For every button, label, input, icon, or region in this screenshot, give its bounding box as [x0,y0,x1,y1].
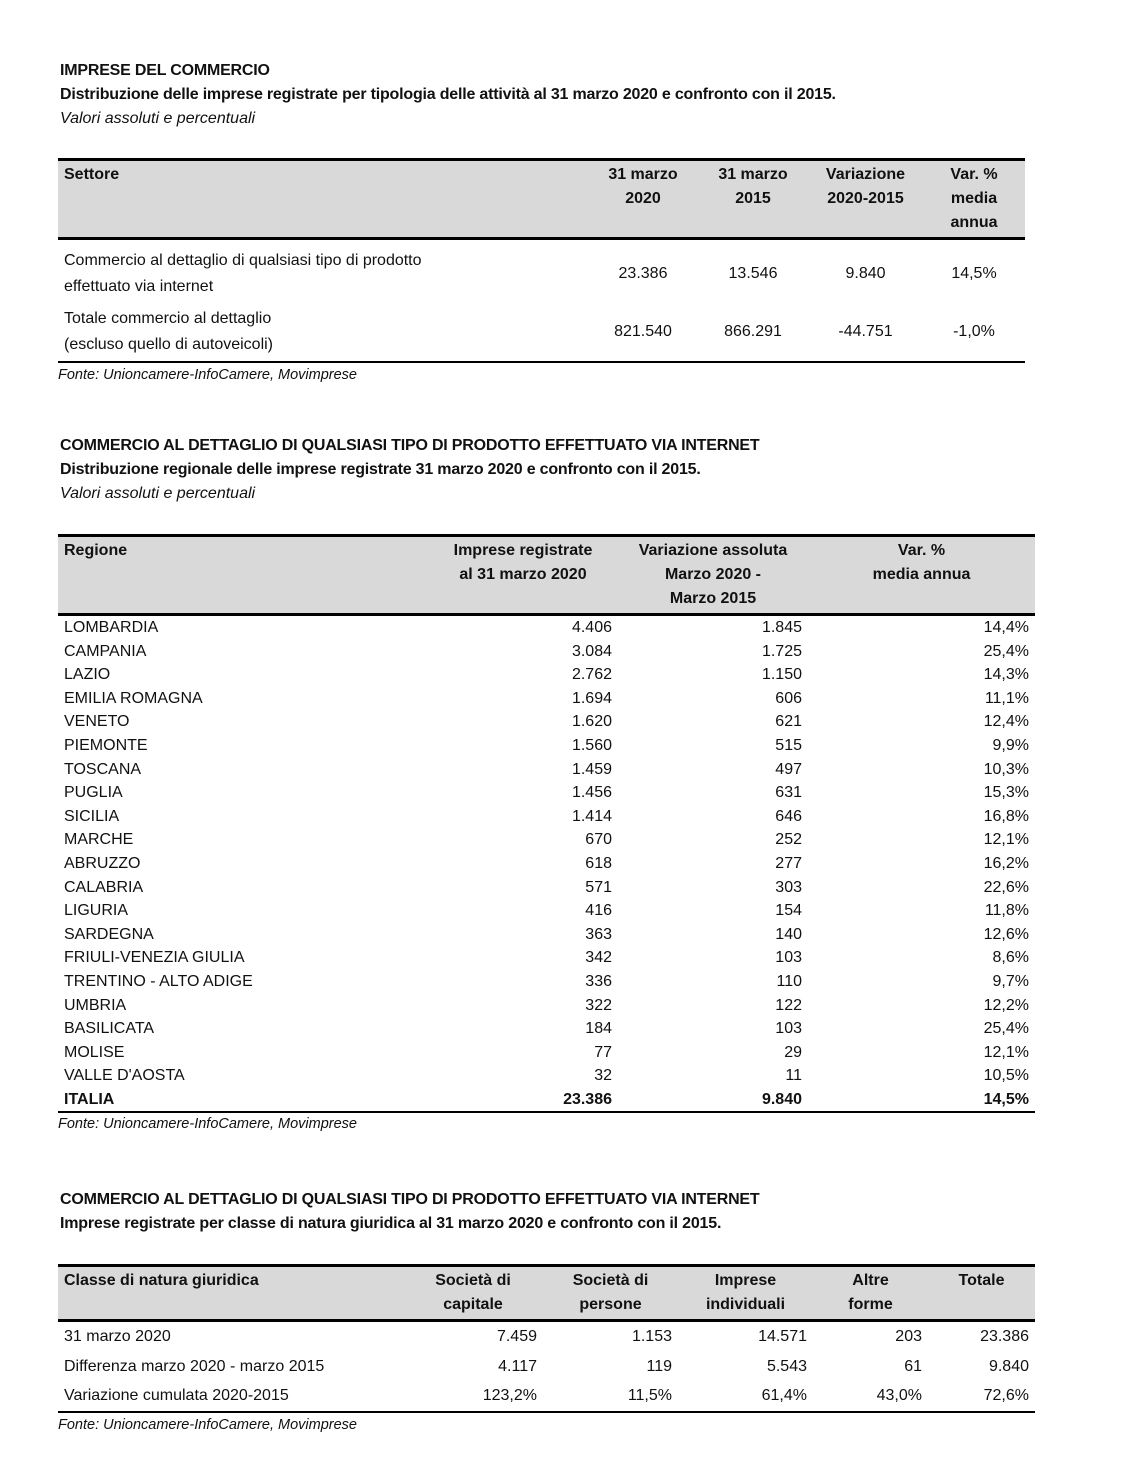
cell-var-pct: 12,4% [983,713,1029,731]
cell-regione: SARDEGNA [64,925,154,943]
cell-2015: 866.291 [724,323,782,340]
cell-var-pct: 11,8% [984,902,1029,920]
cell-regione: EMILIA ROMAGNA [64,689,203,707]
cell-individuali: 14.571 [758,1328,807,1345]
table-row [58,239,1025,304]
cell-regione: TOSCANA [64,760,142,778]
cell-variazione: 11 [785,1067,802,1085]
cell-variazione: 621 [775,713,802,731]
cell-imprese: 184 [585,1020,612,1038]
cell-var-pct: 11,1% [984,689,1029,707]
cell-2015: 13.546 [728,265,778,282]
cell-classe: Differenza marzo 2020 - marzo 2015 [64,1357,325,1375]
cell-altre: 61 [904,1357,922,1375]
cell-altre: 43,0% [876,1387,922,1404]
cell-variazione: 9.840 [761,1090,802,1108]
cell-variazione: 9.840 [845,265,886,282]
table-natura-giuridica [58,1264,1035,1413]
table-natura-wrapper [58,1264,1035,1435]
col-header-2020: 31 marzo 2020 [588,160,698,239]
cell-variazione: 154 [775,902,802,920]
cell-imprese: 1.414 [571,807,612,825]
cell-var-pct: 12,1% [983,1043,1029,1061]
table-row [58,828,1035,852]
cell-imprese: 1.456 [571,784,612,802]
cell-imprese: 571 [585,878,612,896]
cell-variazione: 140 [775,925,802,943]
cell-imprese: 1.560 [571,736,612,754]
table-row [58,994,1035,1018]
table-row [58,303,1025,362]
col-header-altre: Altre forme [813,1266,928,1321]
table-row [58,970,1035,994]
cell-var-pct: 16,8% [983,807,1029,825]
cell-var-pct: 14,4% [983,619,1029,636]
section-subtitle: Imprese registrate per classe di natura giuridica al 31 marzo 2020 e confronto con il 2015. [60,1215,722,1232]
cell-variazione: 631 [775,784,802,802]
table-row [58,1041,1035,1065]
table-header-row [58,1266,1035,1321]
cell-variazione: 103 [775,949,802,967]
section-note: Valori assoluti e percentuali [60,485,256,502]
cell-variazione: 606 [775,689,802,707]
cell-imprese: 1.620 [571,713,612,731]
col-header-regione: Regione [58,536,428,615]
cell-classe: 31 marzo 2020 [64,1328,171,1345]
cell-persone: 11,5% [627,1387,672,1404]
cell-var-pct: 25,4% [983,1020,1029,1038]
cell-regione: SICILIA [64,807,120,825]
col-header-variazione: Variazione assoluta Marzo 2020 - Marzo 2015 [618,536,808,615]
table-row [58,1064,1035,1088]
table-row [58,615,1035,640]
table-row [58,805,1035,829]
table-row [58,1352,1035,1382]
section-note: Valori assoluti e percentuali [60,110,256,127]
table-row [58,687,1035,711]
cell-persone: 1.153 [631,1328,672,1345]
section-title: COMMERCIO AL DETTAGLIO DI QUALSIASI TIPO DI PRODOTTO EFFETTUATO VIA INTERNET [60,1191,760,1208]
table-row [58,1017,1035,1041]
cell-totale: 23.386 [980,1328,1029,1345]
cell-var-pct: 8,6% [992,949,1029,967]
cell-regione: MOLISE [64,1043,125,1061]
section-title: COMMERCIO AL DETTAGLIO DI QUALSIASI TIPO DI PRODOTTO EFFETTUATO VIA INTERNET [60,437,760,454]
cell-regione: UMBRIA [64,996,127,1014]
cell-variazione: 29 [784,1043,802,1061]
section-subtitle: Distribuzione delle imprese registrate per tipologia delle attività al 31 marzo 2020 e confronto con il 2015. [60,86,836,103]
cell-var-pct: 22,6% [983,878,1029,896]
cell-individuali: 5.543 [766,1357,807,1375]
cell-imprese: 416 [585,902,612,920]
cell-settore: Commercio al dettaglio di qualsiasi tipo di prodotto effettuato via internet [64,252,422,295]
col-header-var-pct: Var. % media annua [808,536,1035,615]
col-header-individuali: Imprese individuali [678,1266,813,1321]
cell-altre: 203 [895,1328,922,1345]
cell-regione: LIGURIA [64,902,129,920]
cell-imprese: 342 [585,949,612,967]
table-source: Fonte: Unioncamere-InfoCamere, Movimprese [58,1116,357,1133]
cell-regione: MARCHE [64,831,134,849]
col-header-totale: Totale [928,1266,1035,1321]
cell-imprese: 3.084 [571,642,612,660]
cell-var-pct: 14,5% [983,1090,1029,1108]
cell-imprese: 2.762 [571,666,612,684]
cell-totale: 72,6% [983,1387,1029,1404]
cell-capitale: 123,2% [482,1387,537,1404]
cell-imprese: 322 [585,996,612,1014]
cell-imprese: 77 [594,1043,612,1061]
table-row [58,852,1035,876]
cell-var-pct: 15,3% [983,784,1029,802]
cell-var-pct: 12,1% [983,831,1029,849]
cell-2020: 23.386 [618,265,668,282]
table-regioni [58,534,1035,1113]
cell-var-pct: 9,9% [992,736,1029,754]
section-natura-giuridica [60,1188,759,1236]
col-header-settore: Settore [58,160,588,239]
cell-variazione: 122 [775,996,802,1014]
table-source: Fonte: Unioncamere-InfoCamere, Movimprese [58,1416,357,1433]
cell-imprese: 670 [585,831,612,849]
table-row [58,946,1035,970]
table-row [58,640,1035,664]
cell-imprese: 336 [585,972,612,990]
col-header-2015: 31 marzo 2015 [698,160,808,239]
cell-regione: CAMPANIA [64,642,147,660]
cell-regione: ABRUZZO [64,854,141,872]
table-row [58,781,1035,805]
table-regioni-wrapper [58,534,1035,1134]
cell-variazione: 303 [775,878,802,896]
cell-regione: VALLE D'AOSTA [64,1067,185,1085]
cell-regione: LOMBARDIA [64,619,159,636]
section-subtitle: Distribuzione regionale delle imprese registrate 31 marzo 2020 e confronto con il 2015. [60,461,701,478]
table-row [58,923,1035,947]
section-regionale [60,434,759,506]
cell-regione: CALABRIA [64,878,144,896]
cell-variazione: 1.150 [761,666,802,684]
cell-var-pct: 12,2% [983,996,1029,1014]
cell-var-pct: 10,3% [983,760,1029,778]
cell-settore: Totale commercio al dettaglio (escluso quello di autoveicoli) [64,310,273,353]
cell-imprese: 1.694 [571,689,612,707]
table-header-row [58,160,1025,239]
cell-regione: FRIULI-VENEZIA GIULIA [64,949,245,967]
cell-variazione: 1.845 [761,619,802,636]
cell-2020: 821.540 [614,323,672,340]
cell-imprese: 1.459 [571,760,612,778]
cell-totale: 9.840 [988,1357,1029,1375]
cell-variazione: -44.751 [838,323,893,340]
table-header-row [58,536,1035,615]
cell-var-pct: 10,5% [983,1067,1029,1085]
table-total-row [58,1088,1035,1113]
cell-imprese: 618 [585,854,612,872]
cell-variazione: 110 [776,972,802,990]
cell-persone: 119 [646,1357,672,1375]
cell-var-pct: 25,4% [983,642,1029,660]
cell-regione: PUGLIA [64,784,123,802]
section-imprese-commercio [60,59,836,131]
table-row [58,876,1035,900]
cell-var-pct: 14,3% [983,666,1029,684]
col-header-classe: Classe di natura giuridica [58,1266,403,1321]
cell-variazione: 646 [775,807,802,825]
cell-var-pct: 12,6% [983,925,1029,943]
table-source: Fonte: Unioncamere-InfoCamere, Movimprese [58,367,357,383]
cell-variazione: 1.725 [761,642,802,660]
cell-regione: TRENTINO - ALTO ADIGE [64,972,253,990]
table-row [58,1321,1035,1352]
cell-variazione: 497 [775,760,802,778]
cell-var-pct: -1,0% [953,323,995,340]
cell-variazione: 252 [775,831,802,849]
cell-regione: VENETO [64,713,130,731]
col-header-capitale: Società di capitale [403,1266,543,1321]
table-row [58,899,1035,923]
cell-imprese: 23.386 [563,1090,612,1108]
cell-capitale: 4.117 [498,1357,537,1375]
cell-regione: BASILICATA [64,1020,155,1038]
table-row [58,758,1035,782]
col-header-imprese: Imprese registrate al 31 marzo 2020 [428,536,618,615]
col-header-persone: Società di persone [543,1266,678,1321]
cell-regione: PIEMONTE [64,736,148,754]
cell-var-pct: 14,5% [951,265,997,282]
cell-var-pct: 9,7% [992,972,1029,990]
cell-imprese: 32 [594,1067,612,1085]
cell-capitale: 7.459 [496,1328,537,1345]
cell-var-pct: 16,2% [983,854,1029,872]
cell-classe: Variazione cumulata 2020-2015 [64,1387,289,1404]
table-row [58,734,1035,758]
cell-variazione: 103 [775,1020,802,1038]
cell-regione: LAZIO [64,666,111,684]
cell-imprese: 4.406 [571,619,612,636]
table-row [58,710,1035,734]
col-header-var-pct: Var. % media annua [923,160,1025,239]
col-header-variazione: Variazione 2020-2015 [808,160,923,239]
cell-imprese: 363 [585,925,612,943]
section-title: IMPRESE DEL COMMERCIO [60,62,270,79]
cell-variazione: 515 [775,736,802,754]
table-row [58,1381,1035,1412]
table-row [58,663,1035,687]
table-settore-wrapper [58,158,1025,385]
table-settore [58,158,1025,363]
cell-regione: ITALIA [64,1090,115,1108]
cell-individuali: 61,4% [761,1387,807,1404]
cell-variazione: 277 [775,854,802,872]
